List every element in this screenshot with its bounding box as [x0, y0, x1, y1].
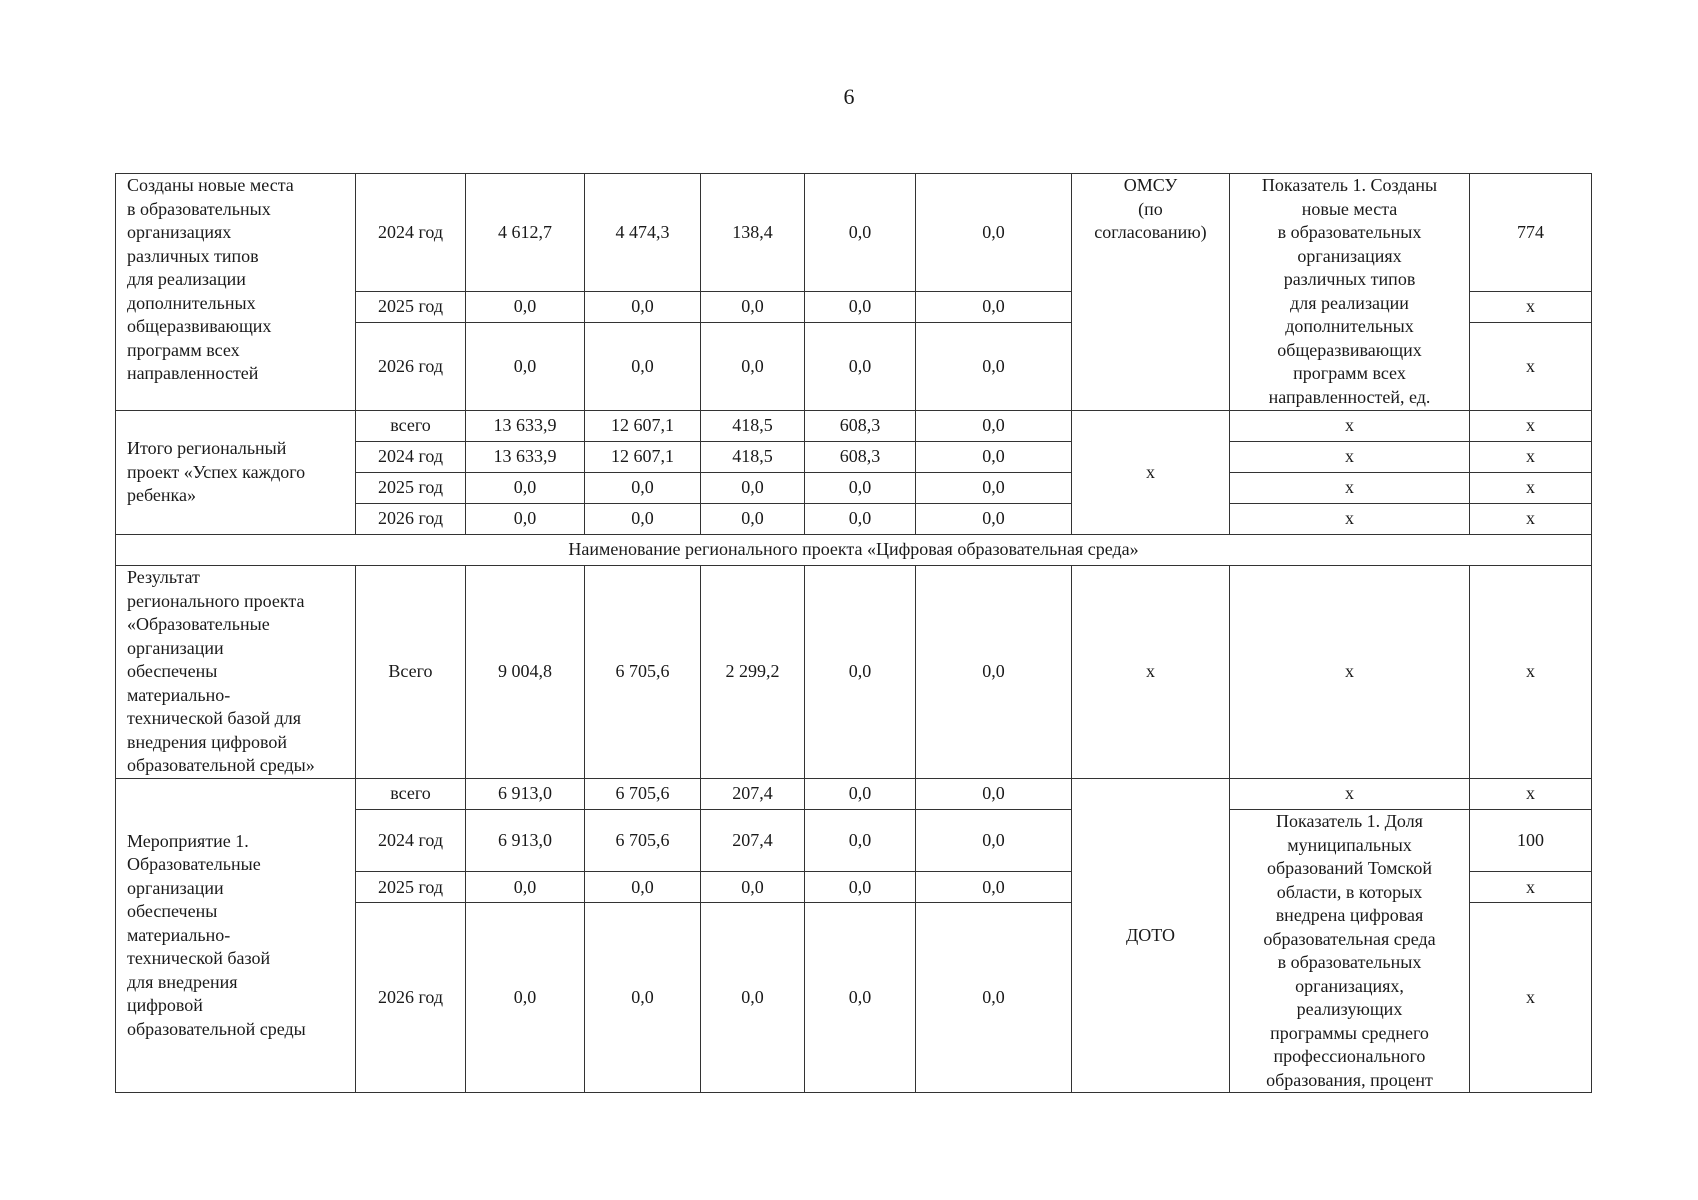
- period-cell: 2025 год: [356, 872, 466, 903]
- federal-cell: 12 607,1: [585, 442, 701, 473]
- regional-cell: 0,0: [701, 903, 805, 1093]
- local-cell: 0,0: [805, 174, 916, 292]
- total-cell: 4 612,7: [466, 174, 585, 292]
- period-cell: 2026 год: [356, 323, 466, 411]
- regional-cell: 138,4: [701, 174, 805, 292]
- local-cell: 0,0: [805, 292, 916, 323]
- budget-table: [115, 173, 1592, 1093]
- regional-cell: 0,0: [701, 473, 805, 504]
- period-cell: 2024 год: [356, 174, 466, 292]
- regional-cell: 0,0: [701, 504, 805, 535]
- local-cell: 0,0: [805, 323, 916, 411]
- total-cell: 0,0: [466, 504, 585, 535]
- federal-cell: 6 705,6: [585, 566, 701, 779]
- total-cell: 0,0: [466, 292, 585, 323]
- period-cell: 2026 год: [356, 504, 466, 535]
- row-name-cell: Итого региональный проект «Успех каждого ребенка»: [116, 411, 356, 535]
- row-name-cell: Созданы новые места в образовательных организациях различных типов для реализации дополнительных общеразвивающих программ всех направленностей: [116, 174, 356, 411]
- local-cell: 0,0: [805, 566, 916, 779]
- page-number: 6: [843, 84, 855, 109]
- table-row: [116, 174, 1592, 292]
- period-cell: 2025 год: [356, 473, 466, 504]
- local-cell: 0,0: [805, 779, 916, 810]
- indicator-cell: x: [1230, 411, 1470, 442]
- indicator-value-cell: x: [1470, 442, 1592, 473]
- local-cell: 0,0: [805, 810, 916, 872]
- indicator-cell: x: [1230, 442, 1470, 473]
- indicator-value-cell: 100: [1470, 810, 1592, 872]
- table-row: [116, 566, 1592, 779]
- period-cell: всего: [356, 411, 466, 442]
- local-cell: 0,0: [805, 903, 916, 1093]
- federal-cell: 0,0: [585, 872, 701, 903]
- indicator-cell: x: [1230, 504, 1470, 535]
- total-cell: 13 633,9: [466, 411, 585, 442]
- indicator-value-cell: x: [1470, 903, 1592, 1093]
- indicator-cell: Показатель 1. Доля муниципальных образований Томской области, в которых внедрена цифровая образовательная среда в образовательных организациях, реализующих программы среднего профессионального образования, процент: [1230, 810, 1470, 1093]
- regional-cell: 0,0: [701, 872, 805, 903]
- total-cell: 6 913,0: [466, 779, 585, 810]
- federal-cell: 0,0: [585, 473, 701, 504]
- table-row: [116, 779, 1592, 810]
- regional-cell: 0,0: [701, 323, 805, 411]
- period-cell: Всего: [356, 566, 466, 779]
- federal-cell: 12 607,1: [585, 411, 701, 442]
- local-cell: 0,0: [805, 872, 916, 903]
- other-cell: 0,0: [916, 903, 1072, 1093]
- other-cell: 0,0: [916, 810, 1072, 872]
- other-cell: 0,0: [916, 872, 1072, 903]
- indicator-cell: x: [1230, 566, 1470, 779]
- executor-cell: x: [1072, 566, 1230, 779]
- local-cell: 608,3: [805, 411, 916, 442]
- total-cell: 0,0: [466, 323, 585, 411]
- other-cell: 0,0: [916, 174, 1072, 292]
- indicator-value-cell: x: [1470, 504, 1592, 535]
- other-cell: 0,0: [916, 292, 1072, 323]
- period-cell: 2025 год: [356, 292, 466, 323]
- regional-cell: 207,4: [701, 779, 805, 810]
- period-cell: всего: [356, 779, 466, 810]
- total-cell: 0,0: [466, 872, 585, 903]
- regional-cell: 0,0: [701, 292, 805, 323]
- indicator-value-cell: x: [1470, 292, 1592, 323]
- local-cell: 0,0: [805, 504, 916, 535]
- period-cell: 2024 год: [356, 442, 466, 473]
- indicator-value-cell: x: [1470, 411, 1592, 442]
- other-cell: 0,0: [916, 566, 1072, 779]
- regional-cell: 418,5: [701, 442, 805, 473]
- regional-cell: 2 299,2: [701, 566, 805, 779]
- indicator-value-cell: x: [1470, 779, 1592, 810]
- total-cell: 0,0: [466, 903, 585, 1093]
- indicator-cell: x: [1230, 779, 1470, 810]
- executor-cell: x: [1072, 411, 1230, 535]
- executor-cell: ОМСУ (по согласованию): [1072, 174, 1230, 411]
- federal-cell: 0,0: [585, 292, 701, 323]
- federal-cell: 0,0: [585, 903, 701, 1093]
- indicator-value-cell: x: [1470, 323, 1592, 411]
- regional-cell: 418,5: [701, 411, 805, 442]
- federal-cell: 6 705,6: [585, 810, 701, 872]
- total-cell: 9 004,8: [466, 566, 585, 779]
- table-row: [116, 411, 1592, 442]
- other-cell: 0,0: [916, 779, 1072, 810]
- other-cell: 0,0: [916, 442, 1072, 473]
- federal-cell: 4 474,3: [585, 174, 701, 292]
- other-cell: 0,0: [916, 473, 1072, 504]
- indicator-cell: x: [1230, 473, 1470, 504]
- regional-cell: 207,4: [701, 810, 805, 872]
- row-name-cell: Мероприятие 1. Образовательные организации обеспечены материально- технической базой для внедрения цифровой образовательной среды: [116, 779, 356, 1093]
- federal-cell: 0,0: [585, 323, 701, 411]
- total-cell: 0,0: [466, 473, 585, 504]
- total-cell: 13 633,9: [466, 442, 585, 473]
- indicator-value-cell: x: [1470, 473, 1592, 504]
- row-name-cell: Результат регионального проекта «Образовательные организации обеспечены материально- технической базой для внедрения цифровой образовательной среды»: [116, 566, 356, 779]
- other-cell: 0,0: [916, 323, 1072, 411]
- table-row: [116, 535, 1592, 566]
- local-cell: 0,0: [805, 473, 916, 504]
- period-cell: 2026 год: [356, 903, 466, 1093]
- other-cell: 0,0: [916, 504, 1072, 535]
- indicator-value-cell: x: [1470, 566, 1592, 779]
- indicator-value-cell: 774: [1470, 174, 1592, 292]
- federal-cell: 6 705,6: [585, 779, 701, 810]
- other-cell: 0,0: [916, 411, 1072, 442]
- executor-cell: ДОТО: [1072, 779, 1230, 1093]
- local-cell: 608,3: [805, 442, 916, 473]
- total-cell: 6 913,0: [466, 810, 585, 872]
- indicator-value-cell: x: [1470, 872, 1592, 903]
- period-cell: 2024 год: [356, 810, 466, 872]
- federal-cell: 0,0: [585, 504, 701, 535]
- indicator-cell: Показатель 1. Созданы новые места в образовательных организациях различных типов для реализации дополнительных общеразвивающих программ всех направленностей, ед.: [1230, 174, 1470, 411]
- section-title: Наименование регионального проекта «Цифровая образовательная среда»: [116, 535, 1592, 566]
